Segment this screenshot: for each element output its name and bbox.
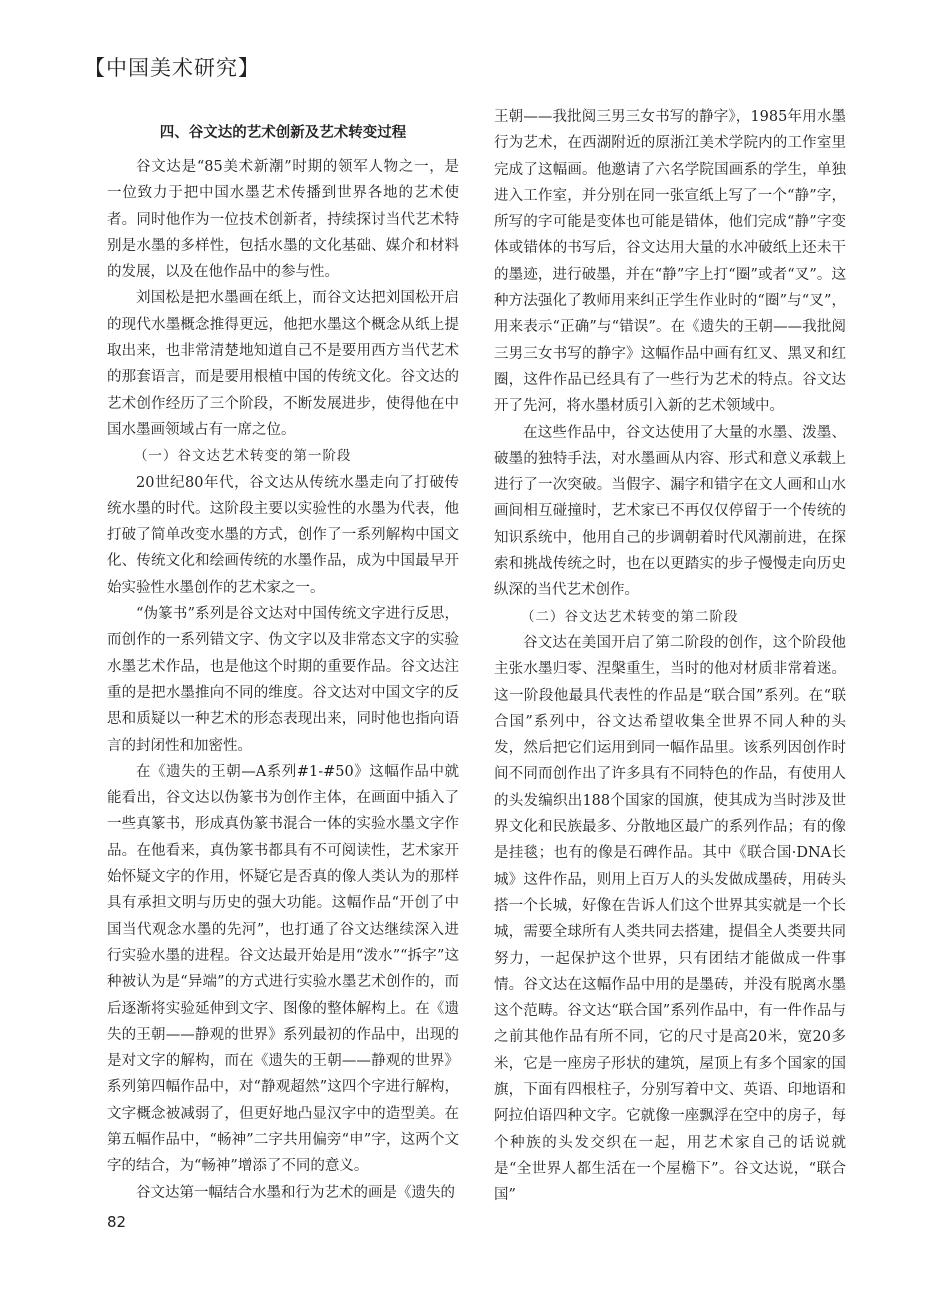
- paragraph: 在《遗失的王朝—A系列#1-#50》这幅作品中就能看出，谷文达以伪篆书为创作主体，在画面中插入了一些真篆书，形成真伪篆书混合一体的实验水墨文字作品。在他看来，真伪篆书都具有不可阅读性，艺术家开始怀疑文字的作用，怀疑它是否真的像人类认为的那样具有承担文明与历史的强大功能。这幅作品“开创了中国当代观念水墨的先河”，也打通了谷文达继续深入进行实验水墨的进程。谷文达最开始是用“泼水”“拆字”这种被认为是“异端”的方式进行实验水墨艺术创作的，而后逐渐将实验延伸到文字、图像的整体解构上。在《遗失的王朝——静观的世界》系列最初的作品中，出现的是对文字的解构，而在《遗失的王朝——静观的世界》系列第四幅作品中，对“静观超然”这四个字进行解构，文字概念被减弱了，但更好地凸显汉字中的造型美。在第五幅作品中，“畅神”二字共用偏旁“申”字，这两个文字的结合，为“畅神”增添了不同的意义。: [107, 763, 459, 1175]
- subheading: （一）谷文达艺术转变的第一阶段: [134, 448, 352, 465]
- paragraph: 谷文达在美国开启了第二阶段的创作，这个阶段他主张水墨归零、涅槃重生，当时的他对材质非常着迷。这一阶段他最具代表性的作品是“联合国”系列。在“联合国”系列中，谷文达希望收集全世界不同人种的头发，然后把它们运用到同一幅作品里。该系列因创作时间不同而创作出了许多具有不同特色的作品，有使用人的头发编织出188个国家的国旗，使其成为当时涉及世界文化和民族最多、分散地区最广的系列作品；有的像是挂毯；也有的像是石碑作品。其中《联合国·DNA长城》这件作品，则用上百万人的头发做成墨砖，用砖头搭一个长城，好像在告诉人们这个世界其实就是一个长城，需要全球所有人类共同去搭建，提倡全人类要共同努力，一起保护这个世界，只有团结才能做成一件事情。谷文达在这幅作品中用的是墨砖，并没有脱离水墨这个范畴。谷文达“联合国”系列作品中，有一件作品与之前其他作品有所不同，它的尺寸是高20米，宽20多米，它是一座房子形状的建筑，屋顶上有多个国家的国旗，下面有四根柱子，分别写着中文、英语、印地语和阿拉伯语四种文字。它就像一座飘浮在空中的房子，每个种族的头发交织在一起，用艺术家自己的话说就是“全世界人都生活在一个屋檐下”。谷文达说，“联合国”: [494, 634, 846, 1204]
- paragraph: 谷文达第一幅结合水墨和行为艺术的画是《遗失的: [136, 1184, 455, 1201]
- page-number: 82: [107, 1213, 127, 1231]
- paragraph: 谷文达是“85美术新潮”时期的领军人物之一，是一位致力于把中国水墨艺术传播到世界各地的艺术使者。同时他作为一位技术创新者，持续探讨当代艺术特别是水墨的多样性，包括水墨的文化基础、媒介和材料的发展，以及在他作品中的参与性。: [107, 159, 459, 281]
- journal-header: 【中国美术研究】: [84, 56, 260, 80]
- paragraph: “伪篆书”系列是谷文达对中国传统文字进行反思，而创作的一系列错文字、伪文字以及非常态文字的实验水墨艺术作品，也是他这个时期的重要作品。谷文达注重的是把水墨推向不同的维度。谷文达对中国文字的反思和质疑以一种艺术的形态表现出来，同时他也指向语言的封闭性和加密性。: [107, 606, 459, 754]
- paragraph: 在这些作品中，谷文达使用了大量的水墨、泼墨、破墨的独特手法，对水墨画从内容、形式和意义承载上进行了一次突破。当假字、漏字和错字在文人画和山水画间相互碰撞时，艺术家已不再仅仅停留于一个传统的知识系统中，他用自己的步调朝着时代风潮前进，在探索和挑战传统之时，也在以更踏实的步子慢慢走向历史纵深的当代艺术创作。: [494, 424, 846, 599]
- section-title: 四、谷文达的艺术创新及艺术转变过程: [159, 125, 407, 141]
- paragraph: 刘国松是把水墨画在纸上，而谷文达把刘国松开启的现代水墨概念推得更远，他把水墨这个概念从纸上提取出来，也非常清楚地知道自己不是要用西方当代艺术的那套语言，而是要用根植中国的传统文化。谷文达的艺术创作经历了三个阶段，不断发展进步，使得他在中国水墨画领域占有一席之位。: [107, 290, 459, 438]
- paragraph: 20世纪80年代，谷文达从传统水墨走向了打破传统水墨的时代。这阶段主要以实验性的水墨为代表，他打破了简单改变水墨的方式，创作了一系列解构中国文化、传统文化和绘画传统的水墨作品，成为中国最早开始实验性水墨创作的艺术家之一。: [107, 474, 459, 596]
- right-column: [494, 104, 846, 1208]
- paragraph: 王朝——我批阅三男三女书写的静字》，1985年用水墨行为艺术，在西湖附近的原浙江美术学院内的工作室里完成了这幅画。他邀请了六名学院国画系的学生，单独进入工作室，并分别在同一张宣纸上写了一个“静”字，所写的字可能是变体也可能是错体，他们完成“静”字变体或错体的书写后，谷文达用大量的水冲破纸上还未干的墨迹，进行破墨，并在“静”字上打“圈”或者“叉”。这种方法强化了教师用来纠正学生作业时的“圈”与“叉”，用来表示“正确”与“错误”。在《遗失的王朝——我批阅三男三女书写的静字》这幅作品中画有红叉、黑叉和红圈，这件作品已经具有了一些行为艺术的特点。谷文达开了先河，将水墨材质引入新的艺术领域中。: [494, 109, 846, 415]
- left-column: [107, 120, 459, 1206]
- subheading: （二）谷文达艺术转变的第二阶段: [521, 608, 739, 625]
